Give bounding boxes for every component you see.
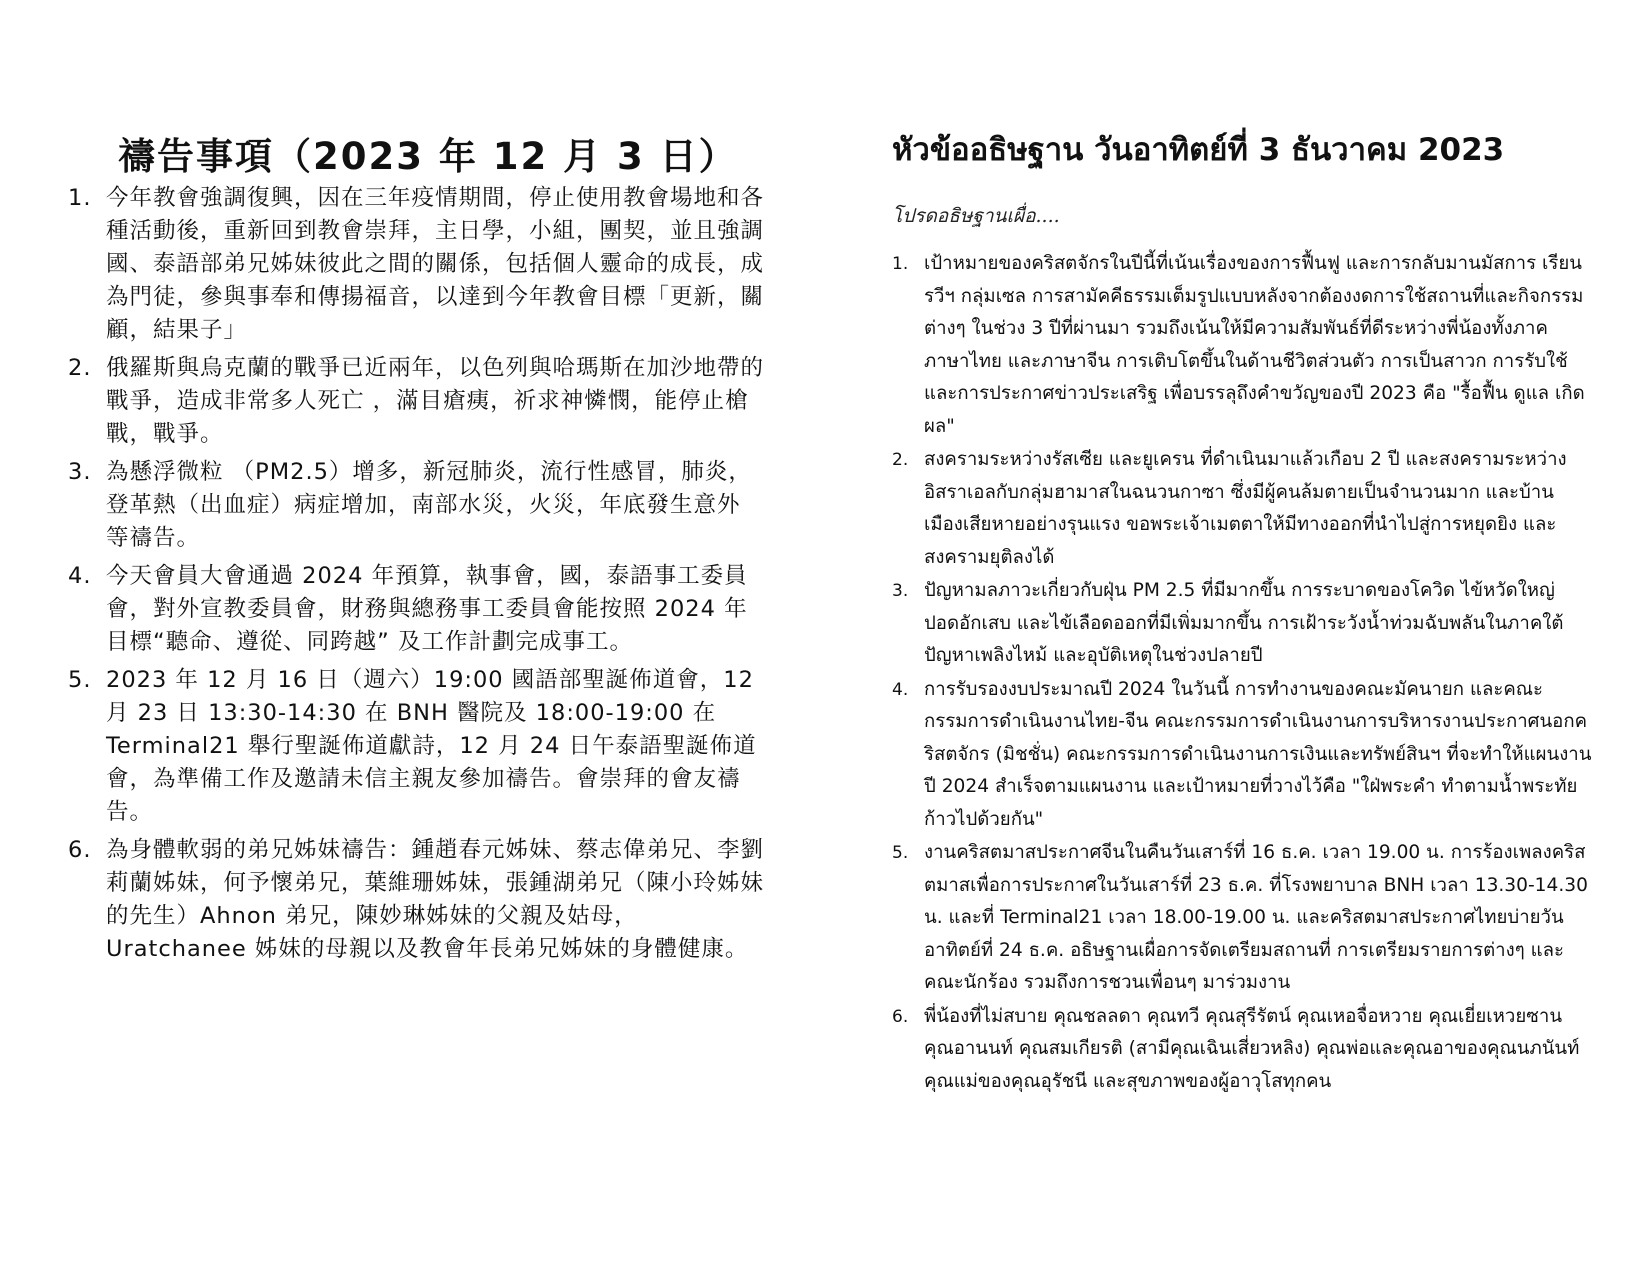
item-number: 1. <box>68 185 92 211</box>
thai-intro: โปรดอธิษฐานเผื่อ.... <box>892 205 1060 227</box>
list-item <box>892 444 1592 574</box>
item-number: 2. <box>892 450 909 470</box>
item-number: 5. <box>892 843 909 863</box>
thai-title: หัวข้ออธิษฐาน วันอาทิตย์ที่ 3 ธันวาคม 2023 <box>892 132 1505 168</box>
list-item <box>68 664 768 829</box>
item-number: 2. <box>68 355 92 381</box>
chinese-prayer-list <box>68 182 768 971</box>
list-item <box>68 352 768 451</box>
list-item <box>892 248 1592 443</box>
thai-prayer-list <box>892 248 1592 1099</box>
item-text: การรับรองงบประมาณปี 2024 ในวันนี้ การทำงานของคณะมัคนายก และคณะกรรมการดำเนินงานไทย-จีน คณะกรรมการดำเนินงานการบริหารงานประกาศนอกคริสตจักร (มิชชั่น) คณะกรรมการดำเนินงานการเงินและทรัพย์สินฯ ที่จะทำให้แผนงานปี 2024 สำเร็จตามแผนงาน และเป้าหมายที่วางไว้คือ "ใฝ่พระคำ ทำตามน้ำพระทัย ก้าวไปด้วยกัน" <box>924 678 1592 830</box>
list-item <box>892 674 1592 837</box>
item-number: 4. <box>68 563 92 589</box>
list-item <box>68 834 768 966</box>
list-item <box>68 182 768 347</box>
item-text: 2023 年 12 月 16 日（週六）19:00 國語部聖誕佈道會，12 月 23 日 13:30-14:30 在 BNH 醫院及 18:00-19:00 在 Terminal21 舉行聖誕佈道獻詩，12 月 24 日午泰語聖誕佈道會，為準備工作及邀請未信主親友參加禱告。會崇拜的會友禱告。 <box>106 667 757 825</box>
item-text: เป้าหมายของคริสตจักรในปีนี้ที่เน้นเรื่องของการฟื้นฟู และการกลับมานมัสการ เรียนรวีฯ กลุ่มเซล การสามัคคีธรรมเต็มรูปแบบหลังจากต้องงดการใช้สถานที่และกิจกรรมต่างๆ ในช่วง 3 ปีที่ผ่านมา รวมถึงเน้นให้มีความสัมพันธ์ที่ดีระหว่างพี่น้องทั้งภาคภาษาไทย และภาษาจีน การเติบโตขึ้นในด้านชีวิตส่วนตัว การเป็นสาวก การรับใช้ และการประกาศข่าวประเสริฐ เพื่อบรรลุถึงคำขวัญของปี 2023 คือ "รื้อฟื้น ดูแล เกิดผล" <box>924 253 1585 437</box>
item-text: พี่น้องที่ไม่สบาย คุณชลลดา คุณทวี คุณสุรีรัตน์ คุณเหอจื่อหวาย คุณเยี่ยเหวยซาน คุณอานนท์ คุณสมเกียรติ (สามีคุณเฉินเสี่ยวหลิง) คุณพ่อและคุณอาของคุณนภนันท์ คุณแม่ของคุณอุรัชนี และสุขภาพของผู้อาวุโสทุกคน <box>924 1005 1580 1092</box>
item-number: 1. <box>892 254 909 274</box>
list-item <box>892 575 1592 673</box>
item-text: ปัญหามลภาวะเกี่ยวกับฝุ่น PM 2.5 ที่มีมากขึ้น การระบาดของโควิด ไข้หวัดใหญ่ ปอดอักเสบ และไข้เลือดออกที่มีเพิ่มมากขึ้น การเฝ้าระวังน้ำท่วมฉับพลันในภาคใต้ ปัญหาเพลิงไหม้ และอุบัติเหตุในช่วงปลายปี <box>924 580 1564 666</box>
item-text: สงครามระหว่างรัสเซีย และยูเครน ที่ดำเนินมาแล้วเกือบ 2 ปี และสงครามระหว่างอิสราเอลกับกลุ่มฮามาสในฉนวนกาซา ซึ่งมีผู้คนล้มตายเป็นจำนวนมาก และบ้านเมืองเสียหายอย่างรุนแรง ขอพระเจ้าเมตตาให้มีทางออกที่นำไปสู่การหยุดยิง และสงครามยุติลงได้ <box>924 449 1567 568</box>
item-number: 6. <box>892 1006 909 1027</box>
item-text: 為懸浮微粒 （PM2.5）增多，新冠肺炎，流行性感冒，肺炎，登革熱（出血症）病症增加，南部水災，火災，年底發生意外 等禱告。 <box>106 459 752 551</box>
chinese-title: 禱告事項（2023 年 12 月 3 日） <box>118 135 738 178</box>
item-number: 3. <box>892 581 909 601</box>
item-number: 5. <box>68 667 92 693</box>
item-number: 3. <box>68 459 92 485</box>
item-number: 4. <box>892 679 909 700</box>
item-number: 6. <box>68 837 92 863</box>
item-text: 俄羅斯與烏克蘭的戰爭已近兩年，以色列與哈瑪斯在加沙地帶的戰爭，造成非常多人死亡 ，滿目瘡痍，祈求神憐憫，能停止槍戰，戰爭。 <box>106 355 765 447</box>
item-text: 今年教會強調復興，因在三年疫情期間，停止使用教會場地和各種活動後，重新回到教會崇拜，主日學，小組，團契，並且強調國、泰語部弟兄姊妹彼此之間的關係，包括個人靈命的成長，成為門徒，參與事奉和傳揚福音，以達到今年教會目標「更新，關顧，結果子」 <box>106 185 765 343</box>
item-text: 今天會員大會通過 2024 年預算，執事會，國，泰語事工委員會，對外宣教委員會，財務與總務事工委員會能按照 2024 年目標“聽命、遵從、同跨越” 及工作計劃完成事工。 <box>106 563 748 655</box>
item-text: งานคริสตมาสประกาศจีนในคืนวันเสาร์ที่ 16 ธ.ค. เวลา 19.00 น. การร้องเพลงคริสตมาสเพื่อการประกาศในวันเสาร์ที่ 23 ธ.ค. ที่โรงพยาบาล BNH เวลา 13.30-14.30 น. และที่ Terminal21 เวลา 18.00-19.00 น. และคริสตมาสประกาศไทยบ่ายวันอาทิตย์ที่ 24 ธ.ค. อธิษฐานเผื่อการจัดเตรียมสถานที่ การเตรียมรายการต่างๆ และคณะนักร้อง รวมถึงการชวนเพื่อนๆ มาร่วมงาน <box>924 842 1588 993</box>
list-item <box>892 1001 1592 1099</box>
list-item <box>68 560 768 659</box>
list-item <box>892 837 1592 1000</box>
item-text: 為身體軟弱的弟兄姊妹禱告：鍾趙春元姊妹、蔡志偉弟兄、李劉莉蘭姊妹，何予懷弟兄，葉維珊姊妹，張鍾湖弟兄（陳小玲姊妹的先生）Ahnon 弟兄，陳妙琳姊妹的父親及姑母，Uratchanee 姊妹的母親以及教會年長弟兄姊妹的身體健康。 <box>106 837 765 962</box>
list-item <box>68 456 768 555</box>
